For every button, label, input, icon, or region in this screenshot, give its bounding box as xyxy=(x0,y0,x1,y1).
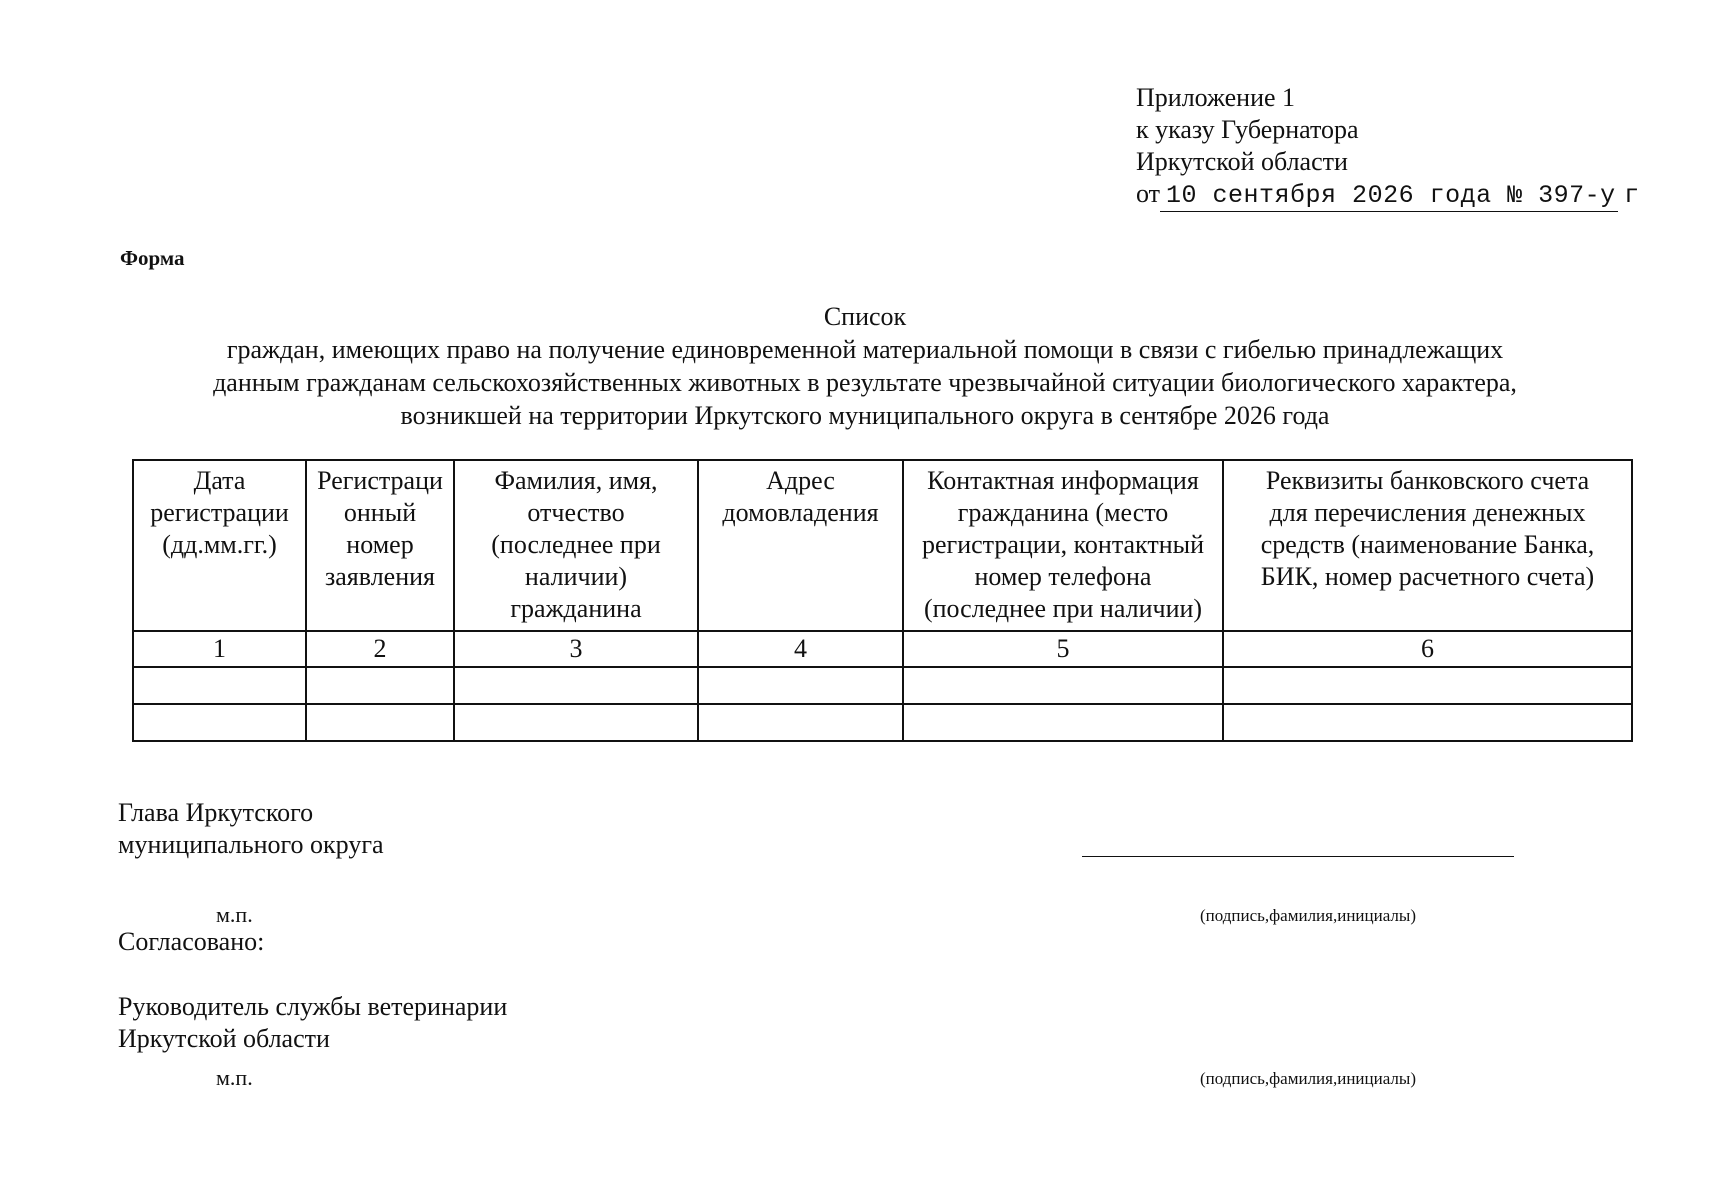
title-line-2: данным гражданам сельскохозяйственных животных в результате чрезвычайной ситуации биологического характера, xyxy=(213,368,1517,397)
title-heading: Список xyxy=(823,302,907,331)
header-text: Дата xyxy=(193,466,246,495)
table-cell-empty xyxy=(133,667,306,704)
table-row-empty xyxy=(133,704,1632,741)
table-cell-empty xyxy=(1223,704,1632,741)
header-text: номер телефона xyxy=(974,562,1152,591)
column-header-bank-details xyxy=(1223,460,1632,631)
header-text: номер xyxy=(346,530,414,559)
signatory-head-line-2: муниципального округа xyxy=(118,830,384,859)
header-text: (дд.мм.гг.) xyxy=(162,530,277,559)
table-cell-empty xyxy=(454,667,698,704)
table-cell-empty xyxy=(454,704,698,741)
table-row-empty xyxy=(133,667,1632,704)
column-number: 4 xyxy=(698,631,903,667)
column-number: 2 xyxy=(306,631,454,667)
header-text: онный xyxy=(343,498,417,527)
citizens-table-wrapper xyxy=(132,459,1633,742)
appendix-line-3: Иркутской области xyxy=(1136,147,1348,176)
column-header-registration-number xyxy=(306,460,454,631)
header-text: для перечисления денежных xyxy=(1269,498,1586,527)
appendix-block xyxy=(1136,82,1696,212)
appendix-line-2: к указу Губернатора xyxy=(1136,115,1359,144)
column-number: 5 xyxy=(903,631,1223,667)
column-header-contact-info xyxy=(903,460,1223,631)
header-text: средств (наименование Банка, xyxy=(1260,530,1595,559)
header-text: гражданина (место xyxy=(957,498,1169,527)
header-text: (последнее при xyxy=(491,530,661,559)
table-cell-empty xyxy=(698,704,903,741)
table-number-row xyxy=(133,631,1632,667)
header-text: Фамилия, имя, xyxy=(494,466,658,495)
document-title xyxy=(100,300,1630,432)
header-text: регистрации xyxy=(150,498,289,527)
header-text: гражданина xyxy=(510,594,642,623)
header-text: Контактная информация xyxy=(927,466,1199,495)
table-cell-empty xyxy=(306,704,454,741)
signatory-vet-title xyxy=(118,991,507,1055)
header-text: заявления xyxy=(324,562,435,591)
title-line-1: граждан, имеющих право на получение единовременной материальной помощи в связи с гибелью принадлежащих xyxy=(226,335,1504,364)
column-header-full-name xyxy=(454,460,698,631)
table-cell-empty xyxy=(903,667,1223,704)
header-text: наличии) xyxy=(524,562,628,591)
header-text: Реквизиты банковского счета xyxy=(1265,466,1590,495)
date-suffix: г xyxy=(1624,181,1640,210)
table-cell-empty xyxy=(698,667,903,704)
header-text: Регистраци xyxy=(317,466,443,495)
signature-line xyxy=(1082,856,1514,857)
table-cell-empty xyxy=(903,704,1223,741)
column-number: 3 xyxy=(454,631,698,667)
table-cell-empty xyxy=(133,704,306,741)
signatory-head-title xyxy=(118,797,384,861)
column-header-registration-date xyxy=(133,460,306,631)
decree-date-line xyxy=(1136,178,1696,212)
date-prefix: от xyxy=(1136,179,1161,208)
header-text: отчество xyxy=(527,498,625,527)
signatory-vet-line-2: Иркутской области xyxy=(118,1024,330,1053)
header-text: (последнее при наличии) xyxy=(923,594,1203,623)
stamp-place-label: м.п. xyxy=(216,902,253,927)
appendix-line-1: Приложение 1 xyxy=(1136,83,1296,112)
column-header-address xyxy=(698,460,903,631)
table-cell-empty xyxy=(306,667,454,704)
table-cell-empty xyxy=(1223,667,1632,704)
signatory-head-line-1: Глава Иркутского xyxy=(118,798,314,827)
column-number: 6 xyxy=(1223,631,1632,667)
column-number: 1 xyxy=(133,631,306,667)
signature-caption: (подпись,фамилия,инициалы) xyxy=(1200,906,1416,925)
header-text: регистрации, контактный xyxy=(921,530,1204,559)
stamp-place-label: м.п. xyxy=(216,1065,253,1090)
agreed-label: Согласовано: xyxy=(118,927,265,956)
title-line-3: возникшей на территории Иркутского муниципального округа в сентябре 2026 года xyxy=(400,401,1330,430)
form-label: Форма xyxy=(120,246,185,270)
citizens-table xyxy=(132,459,1633,742)
signatory-vet-line-1: Руководитель службы ветеринарии xyxy=(118,992,508,1021)
table-header-row xyxy=(133,460,1632,631)
signature-caption: (подпись,фамилия,инициалы) xyxy=(1200,1069,1416,1088)
header-text: БИК, номер расчетного счета) xyxy=(1260,562,1595,591)
header-text: домовладения xyxy=(722,498,879,527)
header-text: Адрес xyxy=(766,466,835,495)
decree-date-number: 10 сентября 2026 года № 397-у xyxy=(1160,181,1618,212)
